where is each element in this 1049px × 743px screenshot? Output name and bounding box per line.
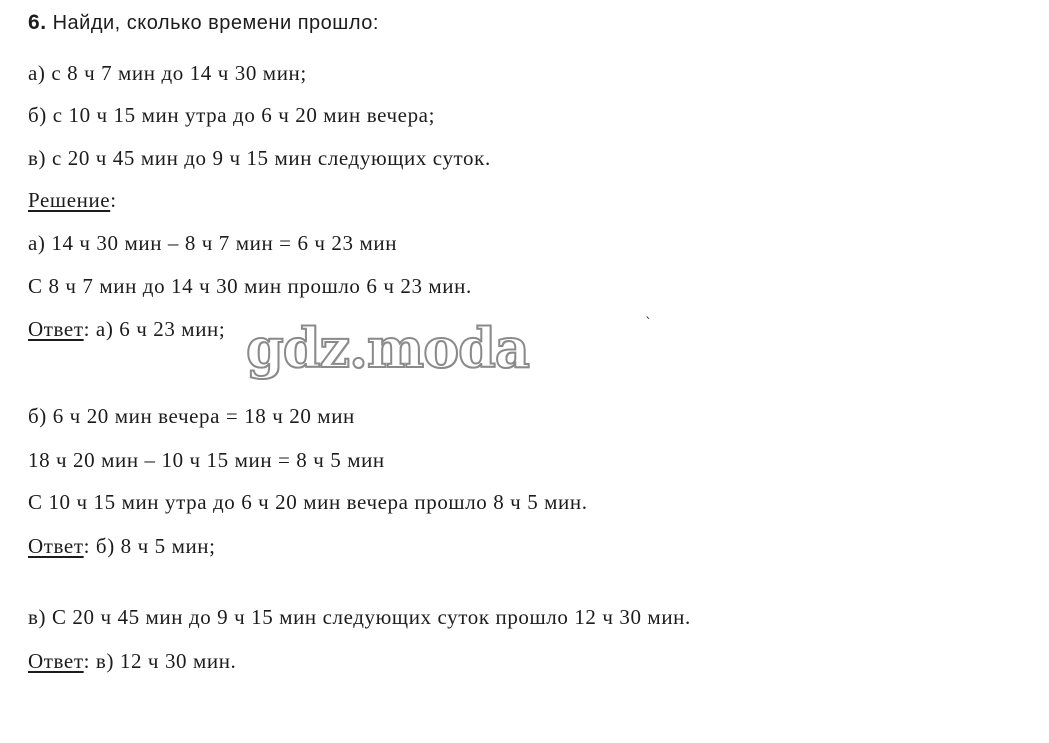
solution-b-text: С 10 ч 15 мин утра до 6 ч 20 мин вечера прошло 8 ч 5 мин. xyxy=(28,490,588,514)
answer-b xyxy=(28,533,216,559)
answer-b-value: : б) 8 ч 5 мин; xyxy=(83,534,216,558)
scan-speck: ` xyxy=(645,316,652,332)
solution-heading-label: Решение xyxy=(28,188,111,212)
task-title: Найди, сколько времени прошло: xyxy=(52,12,379,34)
task-number: 6. xyxy=(28,11,47,34)
task-item-b: б) с 10 ч 15 мин утра до 6 ч 20 мин вечера; xyxy=(28,103,436,127)
solution-b-calc: 18 ч 20 мин – 10 ч 15 мин = 8 ч 5 мин xyxy=(28,448,385,472)
solution-heading xyxy=(28,187,117,213)
solution-heading-colon: : xyxy=(110,188,117,212)
watermark-logo: gdz.moda xyxy=(246,316,529,380)
answer-c-label: Ответ xyxy=(28,649,84,673)
task-item-c: в) с 20 ч 45 мин до 9 ч 15 мин следующих суток. xyxy=(28,146,491,170)
task-header xyxy=(28,9,379,36)
task-item-a: а) с 8 ч 7 мин до 14 ч 30 мин; xyxy=(28,61,307,85)
solution-c-text: в) С 20 ч 45 мин до 9 ч 15 мин следующих суток прошло 12 ч 30 мин. xyxy=(28,605,691,629)
answer-a xyxy=(28,316,225,342)
solution-a-calc: а) 14 ч 30 мин – 8 ч 7 мин = 6 ч 23 мин xyxy=(28,231,398,255)
answer-a-value: : а) 6 ч 23 мин; xyxy=(83,317,226,341)
answer-b-label: Ответ xyxy=(28,534,84,558)
solution-a-text: С 8 ч 7 мин до 14 ч 30 мин прошло 6 ч 23 мин. xyxy=(28,274,472,298)
solution-b-convert: б) 6 ч 20 мин вечера = 18 ч 20 мин xyxy=(28,404,355,428)
answer-c xyxy=(28,648,236,674)
answer-a-label: Ответ xyxy=(28,317,84,341)
answer-c-value: : в) 12 ч 30 мин. xyxy=(83,649,237,673)
